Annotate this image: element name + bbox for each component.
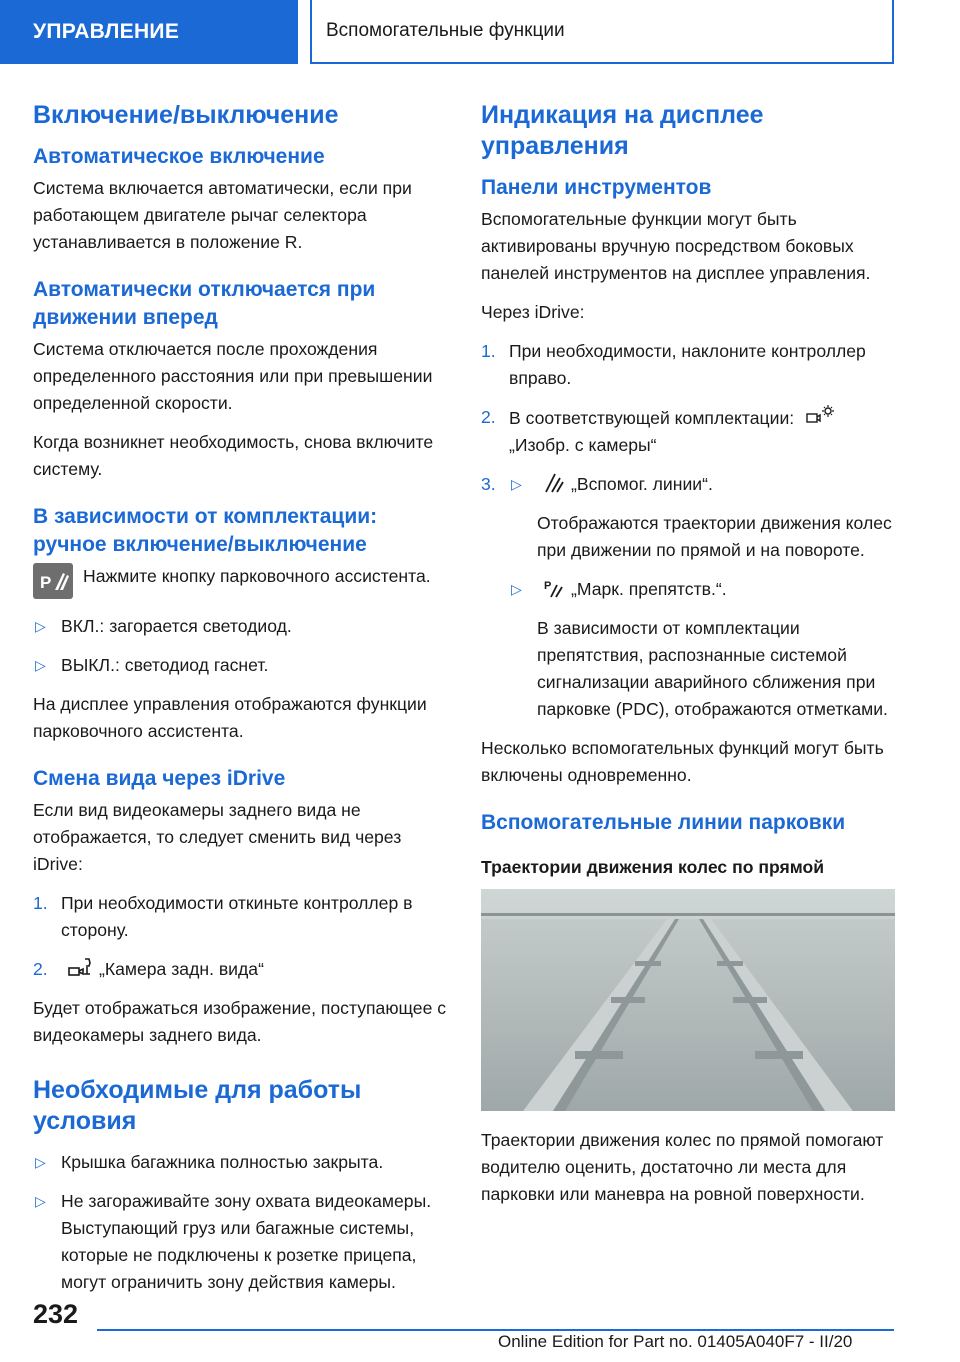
step-text: В соответствующей комплектации: — [509, 408, 795, 428]
bullet-triangle-icon: ▷ — [511, 476, 522, 492]
obstacle-marker-icon — [543, 577, 565, 599]
step-text: При необходимости, наклоните контроллер вправо. — [509, 341, 866, 388]
step-item — [481, 338, 899, 392]
bullet-triangle-icon: ▷ — [511, 581, 522, 597]
step3-description: Отображаются траектории движения колес при движении по прямой и на повороте. — [537, 513, 892, 560]
chapter-title: Вспомогательные функции — [310, 0, 894, 64]
heading-manual: В зависимости от комплектации: ручное включение/выключение — [33, 505, 378, 556]
step-number: 2. — [33, 959, 48, 979]
footer-edition: Online Edition for Part no. 01405A040F7 - II/20 — [498, 1332, 853, 1351]
heading-view-change: Смена вида через iDrive — [33, 767, 286, 790]
paragraph-several: Несколько вспомогательных функций могут быть включены одновременно. — [481, 738, 884, 785]
list-item — [33, 613, 451, 640]
bullet-triangle-icon: ▷ — [35, 1154, 46, 1170]
heading-auto-on: Автоматическое включение — [33, 145, 325, 168]
step-item — [33, 890, 451, 944]
step-text: „Марк. препятств.“. — [571, 579, 727, 599]
condition-text: Не загораживайте зону охвата видеокамеры. Выступающий груз или багажные системы, которые не подключены к розетке прицепа, могут ограничить зону действия камеры. — [61, 1191, 432, 1292]
list-item — [33, 1188, 451, 1296]
step-text: „Камера задн. вида“ — [99, 959, 264, 979]
step-number: 1. — [33, 893, 48, 913]
paragraph-when-needed: Когда возникнет необходимость, снова включите систему. — [33, 432, 434, 479]
list-item — [509, 576, 899, 603]
parking-assistant-button-icon — [33, 563, 73, 599]
paragraph-via-idrive: Через iDrive: — [481, 302, 585, 322]
bullet-triangle-icon: ▷ — [35, 618, 46, 634]
guide-lines-icon — [543, 472, 565, 494]
page-number: 232 — [33, 1299, 79, 1329]
sub2-description: В зависимости от комплектации препятствия, распознанные системой сигнализации аварийного сближения при парковке (PDC), отображаются отметками. — [537, 618, 888, 719]
trajectory-figure — [481, 889, 895, 1111]
paragraph-panels: Вспомогательные функции могут быть активированы вручную посредством боковых панелей инструментов на дисплее управления. — [481, 209, 871, 283]
footer-divider — [97, 1329, 894, 1331]
right-column — [481, 100, 899, 1220]
heading-conditions: Необходимые для работы условия — [33, 1076, 362, 1135]
step-number: 2. — [481, 407, 496, 427]
step-text: „Вспомог. линии“. — [571, 474, 713, 494]
list-item — [33, 652, 451, 679]
press-button-text: Нажмите кнопку парковочного ассистента. — [83, 566, 431, 586]
page-header — [0, 0, 960, 66]
step-item — [33, 956, 451, 983]
step-item — [481, 404, 899, 459]
step-item — [481, 471, 899, 498]
step-text: „Изобр. с камеры“ — [509, 435, 657, 455]
paragraph-auto-off: Система отключается после прохождения определенного расстояния или при превышении определенной скорости. — [33, 339, 433, 413]
paragraph-auto-on: Система включается автоматически, если при работающем двигателе рычаг селектора устанавливается в положение R. — [33, 178, 412, 252]
paragraph-display-functions: На дисплее управления отображаются функции парковочного ассистента. — [33, 694, 427, 741]
bullet-triangle-icon: ▷ — [35, 1193, 46, 1209]
bullet-on-text: ВКЛ.: загорается светодиод. — [61, 616, 292, 636]
svg-text:P: P — [544, 580, 552, 592]
step-number: 3. — [481, 474, 496, 494]
bullet-triangle-icon: ▷ — [35, 657, 46, 673]
condition-text: Крышка багажника полностью закрыта. — [61, 1152, 384, 1172]
heading-parking-lines: Вспомогательные линии парковки — [481, 811, 846, 834]
bullet-off-text: ВЫКЛ.: светодиод гаснет. — [61, 655, 269, 675]
press-button-instruction — [33, 563, 451, 599]
step-number: 1. — [481, 341, 496, 361]
list-item — [33, 1149, 451, 1176]
left-column — [33, 100, 451, 1308]
heading-display: Индикация на дисплее управления — [481, 101, 764, 160]
heading-auto-off: Автоматически отключается при движении вперед — [33, 278, 376, 329]
step-text: При необходимости откиньте контроллер в сторону. — [61, 893, 413, 940]
settings-camera-icon — [805, 404, 835, 428]
camera-icon — [67, 957, 93, 979]
paragraph-view-change: Если вид видеокамеры заднего вида не отображается, то следует сменить вид через iDrive: — [33, 800, 402, 874]
svg-text:P: P — [40, 573, 52, 592]
section-title: УПРАВЛЕНИЕ — [0, 0, 298, 64]
heading-trajectories: Траектории движения колес по прямой — [481, 857, 825, 877]
paragraph-image: Будет отображаться изображение, поступающее с видеокамеры заднего вида. — [33, 998, 447, 1045]
heading-panels: Панели инструментов — [481, 176, 712, 199]
heading-on-off: Включение/выключение — [33, 101, 339, 129]
paragraph-trajectories: Траектории движения колес по прямой помогают водителю оценить, достаточно ли места для парковки или маневра на ровной поверхности. — [481, 1130, 884, 1204]
